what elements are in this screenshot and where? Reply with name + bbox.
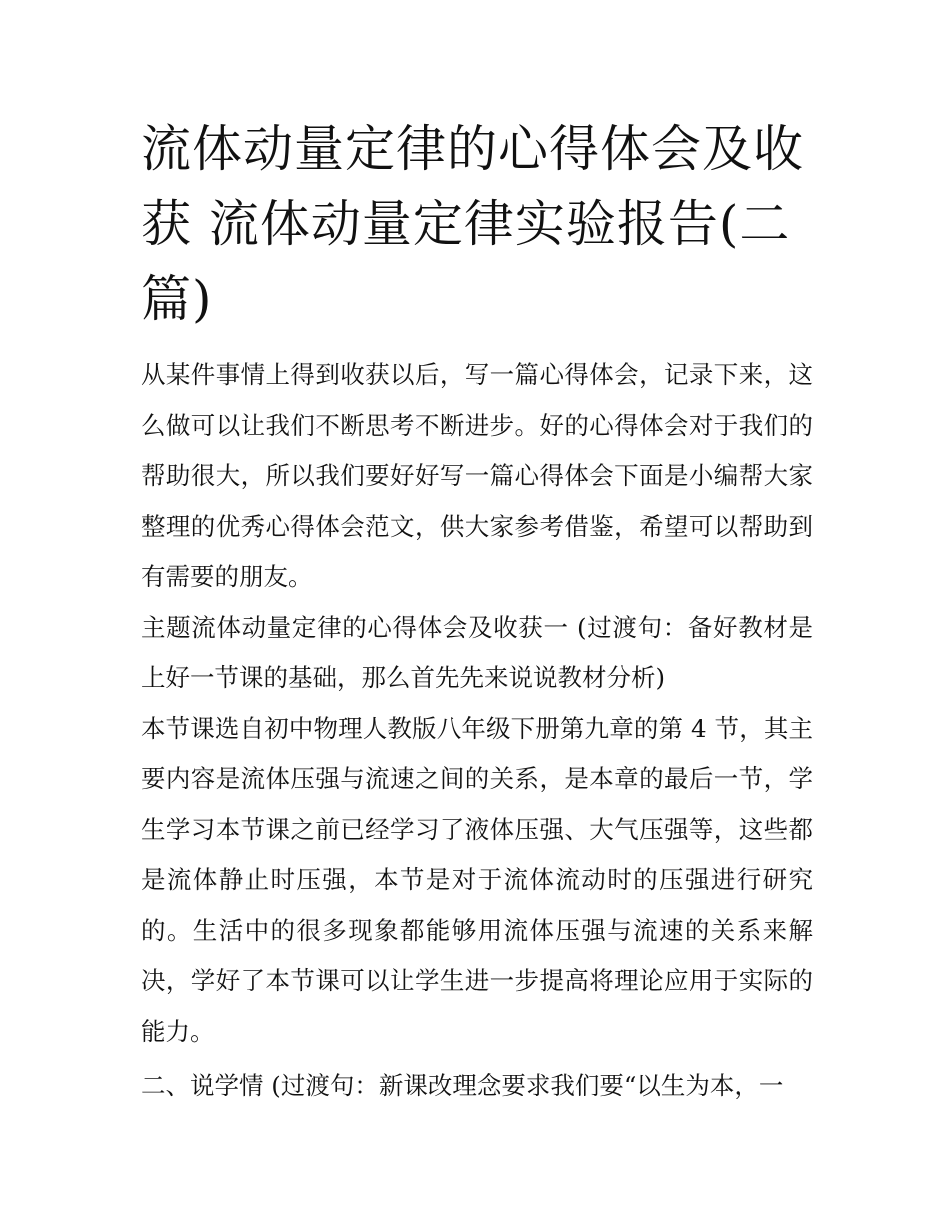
document-title: 流体动量定律的心得体会及收获 流体动量定律实验报告(二篇) xyxy=(141,120,804,328)
paragraph-intro: 从某件事情上得到收获以后，写一篇心得体会，记录下来，这么做可以让我们不断思考不断进步。好的心得体会对于我们的帮助很大，所以我们要好好写一篇心得体会下面是小编帮大家整理的优秀心得体会范文，供大家参考借鉴，希望可以帮助到有需要的朋友。 xyxy=(141,360,813,591)
paragraph-textbook-analysis: 本节课选自初中物理人教版八年级下册第九章的第 4 节，其主要内容是流体压强与流速之间的关系，是本章的最后一节，学生学习本节课之前已经学习了液体压强、大气压强等，这些都是流体静止时压强，本节是对于流体流动时的压强进行研究的。生活中的很多现象都能够用流体压强与流速的关系来解决，学好了本节课可以让学生进一步提高将理论应用于实际的能力。 xyxy=(141,713,813,1046)
paragraph-topic-heading: 主题流体动量定律的心得体会及收获一 (过渡句：备好教材是上好一节课的基础，那么首先先来说说教材分析) xyxy=(141,612,813,692)
paragraph-student-analysis: 二、说学情 (过渡句：新课改理念要求我们要“以生为本，一 xyxy=(141,1071,784,1100)
document-page xyxy=(141,112,813,1112)
